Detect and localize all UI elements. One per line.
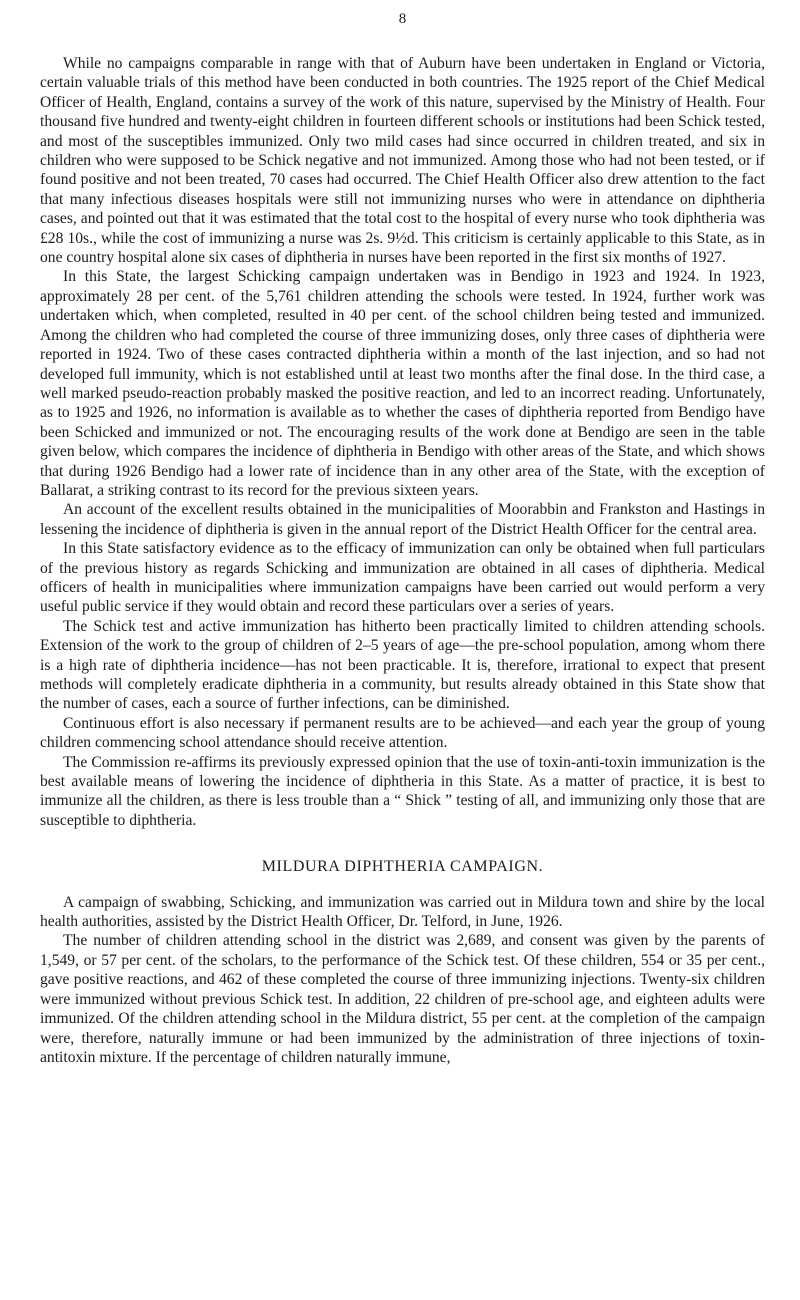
paragraph-mildura-results: The number of children attending school in the district was 2,689, and consent was given by the parents of 1,549, or 57 per cent. of the scholars, to the performance of the Schick test. Of these children, 554 or 35 per cent., gave positive reactions, and 462 of these completed the course of three immunizing injections. Twenty-six children were immunized without previous Schick test. In addition, 22 children of pre-school age, and eighteen adults were immunized. Of the children attending school in the Mildura district, 55 per cent. at the completion of the campaign were, therefore, naturally immune or had been immunized by the administration of three injections of toxin-antitoxin mixture. If the percentage of children naturally immune, (40, 932, 765, 1066)
document-page (40, 0, 765, 1300)
paragraph-moorabbin-frankston: An account of the excellent results obtained in the municipalities of Moorabbin and Frankston and Hastings in lessening the incidence of diphtheria is given in the annual report of the District Health Officer for the central area. (40, 501, 765, 538)
paragraph-england-trials: While no campaigns comparable in range with that of Auburn have been undertaken in England or Victoria, certain valuable trials of this method have been conducted in both countries. The 1925 report of the Chief Medical Officer of Health, England, contains a survey of the work of this nature, supervised by the Ministry of Health. Four thousand five hundred and twenty-eight children in fourteen different schools or institutions had been Schick tested, and most of the susceptibles immunized. Only two mild cases had since occurred in children treated, and six in children who were supposed to be Schick negative and not immunized. Among those who had not been tested, or if found positive and not been treated, 70 cases had occurred. The Chief Health Officer also drew attention to the fact that many infectious diseases hospitals were still not immunizing nurses who were in attendance on diphtheria cases, and pointed out that it was estimated that the total cost to the hospital of every nurse who took diphtheria was £28 10s., while the cost of immunizing a nurse was 2s. 9½d. This criticism is certainly applicable to this State, as in one country hospital alone six cases of diphtheria in nurses have been reported in the first six months of 1927. (40, 55, 765, 267)
paragraph-bendigo-campaign: In this State, the largest Schicking campaign undertaken was in Bendigo in 1923 and 1924. In 1923, approximately 28 per cent. of the 5,761 children attending the schools were tested. In 1924, further work was undertaken which, when completed, resulted in 40 per cent. of the school children being tested and immunized. Among the children who had completed the course of three immunizing doses, only three cases of diphtheria were reported in 1924. Two of these cases contracted diphtheria within a month of the last injection, and so had not developed full immunity, which is not established until at least two months after the final dose. In the third case, a well marked pseudo-reaction probably masked the positive reaction, and led to an incorrect reading. Unfortunately, as to 1925 and 1926, no information is available as to whether the cases of diphtheria reported from Bendigo have been Schicked and immunized or not. The encouraging results of the work done at Bendigo are seen in the table given below, which compares the incidence of diphtheria in Bendigo with other areas of the State, and which shows that during 1926 Bendigo had a lower rate of incidence than in any other area of the State, with the exception of Ballarat, a striking contrast to its record for the previous sixteen years. (40, 268, 765, 499)
paragraph-continuous-effort: Continuous effort is also necessary if permanent results are to be achieved—and each year the group of young children commencing school attendance should receive attention. (40, 714, 765, 752)
paragraph-commission-opinion: The Commission re-affirms its previously expressed opinion that the use of toxin-anti-toxin immunization is the best available means of lowering the incidence of diphtheria in this State. As a matter of practice, it is best to immunize all the children, as there is less trouble than a “ Shick ” testing of all, and immunizing only those that are susceptible to diphtheria. (40, 753, 765, 829)
section-heading: MILDURA DIPHTHERIA CAMPAIGN. (261, 858, 544, 876)
paragraph-schick-test-scope: The Schick test and active immunization has hitherto been practically limited to children attending schools. Extension of the work to the group of children of 2–5 years of age—the pre-school population, among whom there is a high rate of diphtheria incidence—has not been practicable. It is, therefore, irrational to expect that present methods will completely eradicate diphtheria in a community, but results already obtained in this State show that the number of cases, each a source of further infections, can be diminished. (40, 617, 765, 713)
paragraph-evidence-efficacy: In this State satisfactory evidence as to the efficacy of immunization can only be obtained when full particulars of the previous history as regards Schicking and immunization are obtained in all cases of diphtheria. Medical officers of health in municipalities where immunization campaigns have been carried out would perform a very useful public service if they would obtain and record these particulars over a series of years. (40, 540, 765, 616)
page-number: 8 (398, 11, 407, 27)
paragraph-mildura-campaign: A campaign of swabbing, Schicking, and immunization was carried out in Mildura town and shire by the local health authorities, assisted by the District Health Officer, Dr. Telford, in June, 1926. (40, 893, 765, 931)
